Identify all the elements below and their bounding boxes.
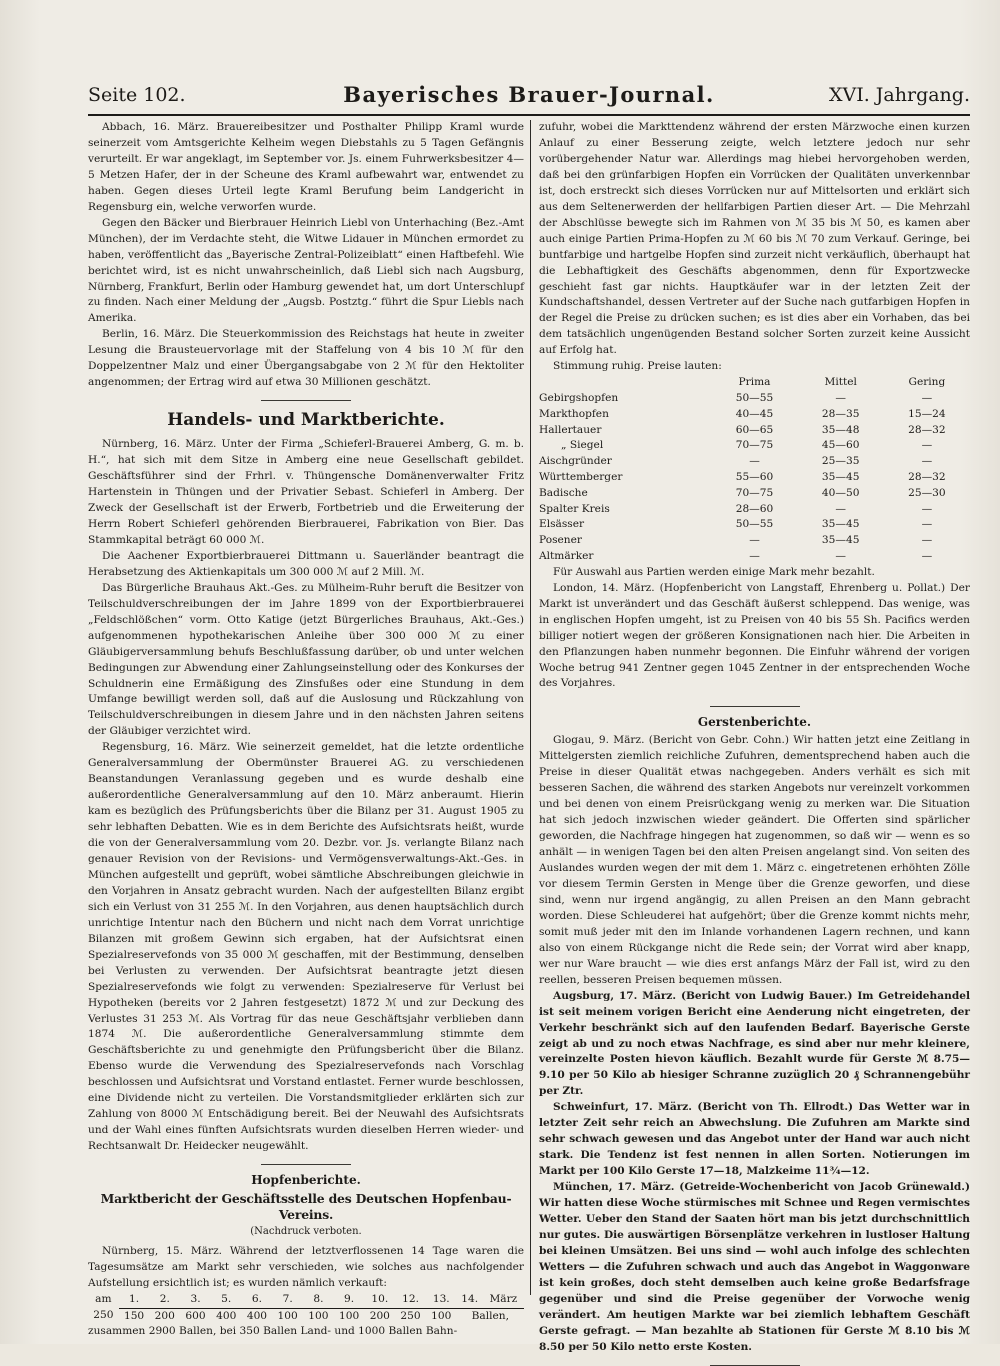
article-nuernberg-hopfen: Nürnberg, 15. März. Während der letztverflossenen 14 Tage waren die Tagesumsätze am Markt sehr verschieden, wie solches aus nachfolgender Aufstellung ersichtlich ist; es wurden nämlich verkauft:: [88, 1244, 524, 1289]
article-berlin: Berlin, 16. März. Die Steuerkommission des Reichstags hat heute in zweiter Lesung die Brausteuervorlage mit der Staffelung von 4 bis 10 ℳ für den Doppelzentner Malz und einer Übergangsabgabe von 2 ℳ für den Hektoliter angenommen; der Ertrag wird auf etwa 30 Millionen geschätzt.: [88, 328, 524, 389]
price-gering: —: [921, 518, 933, 531]
price-mittel: 35—45: [821, 518, 860, 531]
price-row-name: Markthopfen: [539, 407, 609, 420]
section-heading-handel: Handels- und Marktberichte.: [167, 410, 445, 431]
price-mittel: 35—48: [821, 423, 860, 436]
article-london: London, 14. März. (Hopfenbericht von Langstaff, Ehrenberg u. Pollat.) Der Markt ist unverändert und das Geschäft äußerst schleppend. Das wenige, was in englischen Hopfen umgeht, ist zu Preisen von 40 bis 55 Sh. Pacifics werden billiger notiert wegen der größeren Konsignationen nach hier. Die Arbeiten in den Pflanzungen haben nunmehr begonnen. Die Einfuhr während der vorigen Woche betrug 941 Zentner gegen 1045 Zentner in der entsprechenden Woche des Vorjahres.: [539, 581, 970, 690]
price-gering: 15—24: [908, 407, 946, 420]
price-row: [539, 470, 970, 486]
sales-day: 12.: [395, 1292, 426, 1308]
price-row: [539, 549, 970, 565]
section-separator: [710, 1365, 800, 1366]
price-row: [539, 407, 970, 423]
sales-value: 100: [431, 1309, 452, 1322]
sales-day: 1.: [119, 1292, 150, 1308]
column-divider: [530, 120, 531, 1295]
article-aachen: Die Aachener Exportbierbrauerei Dittmann u. Sauerländer beantragt die Herabsetzung des Aktienkapitals um 300 000 ℳ auf 2 Mill. ℳ.: [88, 549, 524, 578]
price-row: [539, 454, 970, 470]
price-prima: —: [749, 534, 760, 547]
section-separator: [261, 1164, 351, 1165]
price-mittel: 40—50: [821, 486, 860, 499]
article-muelheim: Das Bürgerliche Brauhaus Akt.-Ges. zu Mülheim-Ruhr beruft die Besitzer von Teilschuldverschreibungen der im Jahre 1899 von der Exportbierbrauerei „Feldschlößchen“ vorm. Otto Katige (jetzt Bürgerliches Brauhaus, Akt.-Ges.) aufgenommenen hypothekarischen Anleihe über 300 000 ℳ zu einer Gläubigerversammlung behufs Beschlußfassung darüber, ob und unter welchen Bedingungen zur Abwendung einer Zahlungseinstellung oder des Konkurses der Schuldnerin eine Ermäßigung des Zinsfußes oder eine Stundung in dem Umfange bewilligt werden soll, daß auf die Auslosung und Rückzahlung von Teilschuldverschreibungen in diesem Jahre und in den nächsten Jahren seitens der Gläubiger verzichtet wird.: [88, 581, 524, 738]
price-row-name: Württemberger: [539, 471, 623, 484]
price-mittel: 45—60: [821, 439, 860, 452]
page-header: [88, 84, 970, 110]
price-gering: 25—30: [908, 486, 946, 499]
sales-day: 13.: [426, 1292, 457, 1308]
sales-value: 400: [216, 1309, 237, 1322]
price-row: [539, 438, 970, 454]
article-regensburg: Regensburg, 16. März. Wie seinerzeit gemeldet, hat die letzte ordentliche Generalversammlung der Obermünster Brauerei AG. zu verschiedenen Beanstandungen Veranlassung gegeben und es wurde deshalb eine außerordentliche Generalversammlung auf den 10. März anberaumt. Hierin kam es bezüglich des Prüfungsberichts über die Bilanz per 31. August 1905 zu sehr lebhaften Debatten. Wie es in dem Berichte des Aufsichtsrats heißt, wurde die von der Generalversammlung vom 20. Dezbr. vor. Js. verlangte Bilanz nach genauer Revision von der Revisions- und Vermögensverwaltungs-Akt.-Ges. in München aufgestellt und geprüft, wobei sämtliche Abschreibungen gleichwie in den Vorjahren in Ansatz gebracht wurden. Nach der aufgestellten Bilanz ergibt sich ein Verlust von 31 255 ℳ. In den Vorjahren, aus denen hauptsächlich durch unrichtige Intentur nach den Büchern und nicht nach dem Vorrat unrichtige Bilanzen mit großem Gewinn sich ergaben, hat der Aufsichtsrat einen Spezialreservefonds von 35 000 ℳ geschaffen, mit der Bestimmung, denselben bei Verlusten zu verwenden. Der Aufsichtsrat beantragte jetzt diesen Spezialreservefonds wie folgt zu verwenden: Spezialreserve für Verlust bei Hypotheken (bereits vor 2 Jahren festgesetzt) 1872 ℳ und zur Deckung des Verlustes 31 253 ℳ. Als Vortrag für das neue Geschäftsjahr verblieben dann 1874 ℳ. Die außerordentliche Generalversammlung stimmte dem Geschäftsberichte zu und genehmigte den Prüfungsbericht über die Bilanz. Ebenso wurde die Verwendung des Spezialreservefonds nach Vorschlag beschlossen und Aufsichtsrat und Vorstand entlastet. Ferner wurde beschlossen, eine Dividende nicht zu verteilen. Die Vorstandsmitglieder erklärten sich zur Zahlung von 8000 ℳ Entschädigung bereit. Bei der Neuwahl des Aufsichtsrats und der Wahl eines fünften Aufsichtsrats wurden dieselben Herren wieder- und Rechtsanwalt Dr. Heidecker neugewählt.: [88, 741, 524, 1153]
article-hopfen-continued: zufuhr, wobei die Markttendenz während der ersten Märzwoche einen kurzen Anlauf zu einer Besserung zeigte, welch letztere jedoch nur sehr vorübergehender Natur war. Allerdings mag hiebei hervorgehoben werden, daß bei den grünfarbigen Hopfen ein Vorrücken der Qualitäten unverkennbar ist, doch erstreckt sich dieses Vorrücken nur auf Mittelsorten und erklärt sich aus dem Seltenerwerden der hellfarbigen Partien dieser Art. — Die Mehrzahl der Abschlüsse bewegte sich im Rahmen von ℳ 35 bis ℳ 50, es kamen aber auch einige Partien Prima-Hopfen zu ℳ 60 bis ℳ 70 zum Verkauf. Geringe, bei buntfarbige und hartgelbe Hopfen sind zurzeit nicht verkäuflich, überhaupt hat die Lebhaftigkeit des Geschäfts abgenommen, denn für Exportzwecke geschieht fast gar nichts. Hauptkäufer war in der letzten Zeit der Kundschaftshandel, dessen Vertreter auf der Suche nach gutfarbigen Hopfen in der Regel die Preise zu drücken suchen; es ist dies aber ein Vorhaben, das bei dem tatsächlich ungenügenden Bestand solcher Sorten zurzeit keine Aussicht auf Erfolg hat.: [539, 121, 970, 357]
sales-value: 100: [277, 1309, 298, 1322]
left-column: [88, 120, 524, 1338]
price-header-row: [539, 375, 970, 391]
sales-day: 5.: [211, 1292, 242, 1308]
sales-value: 200: [369, 1309, 390, 1322]
sales-value: 250: [400, 1309, 421, 1322]
price-note: Für Auswahl aus Partien werden einige Mark mehr bezahlt.: [553, 565, 875, 578]
sales-values-row: [88, 1308, 524, 1324]
price-prima: 40—45: [735, 407, 774, 420]
price-head-mittel: Mittel: [824, 376, 857, 389]
price-head-prima: Prima: [738, 376, 771, 389]
price-row-name: Gebirgshopfen: [539, 392, 619, 405]
price-gering: —: [921, 439, 933, 452]
price-table: [539, 375, 970, 565]
price-prima: 28—60: [735, 502, 774, 515]
sales-month: März: [483, 1292, 524, 1308]
price-row: [539, 502, 970, 518]
sales-value: 100: [338, 1309, 360, 1322]
sales-value: 250: [93, 1309, 114, 1322]
price-prima: 70—75: [735, 486, 774, 499]
price-gering: —: [921, 392, 933, 405]
section-heading-hopfen: Hopfenberichte.: [251, 1173, 361, 1188]
price-row-name: Aischgründer: [539, 455, 612, 468]
sales-day: 6.: [242, 1292, 273, 1308]
sales-days-row: [88, 1292, 524, 1308]
sales-unit: Ballen,: [471, 1309, 509, 1322]
price-row: [539, 533, 970, 549]
sales-day: 8.: [303, 1292, 334, 1308]
price-prima: 50—55: [735, 518, 774, 531]
price-mittel: —: [835, 550, 846, 563]
price-row: [539, 391, 970, 407]
price-gering: 28—32: [908, 423, 946, 436]
sales-day: 9.: [334, 1292, 365, 1308]
price-prima: 70—75: [735, 439, 774, 452]
page-number: Seite 102.: [88, 84, 186, 106]
price-row-name: Badische: [539, 486, 588, 499]
price-prima: 60—65: [735, 423, 774, 436]
price-prima: —: [749, 455, 760, 468]
reprint-notice: (Nachdruck verboten.: [250, 1225, 362, 1237]
sales-value: 100: [308, 1309, 329, 1322]
article-schweinfurt: Schweinfurt, 17. März. (Bericht von Th. Ellrodt.) Das Wetter war in letzter Zeit sehr reich an Abwechslung. Die Zufuhren am Markte sind sehr schwach gewesen und das Angebot unter der Hand war auch nicht stark. Die Tendenz ist fest nennen in allen Sorten. Notierungen im Markt per 100 Kilo Gerste 17—18, Malzkeime 11¾—12.: [539, 1101, 970, 1178]
section-heading-gersten: Gerstenberichte.: [697, 715, 812, 730]
price-row-name: Hallertauer: [539, 423, 602, 436]
sales-day: 7.: [272, 1292, 303, 1308]
price-row-name: Elsässer: [539, 518, 585, 531]
subheading-marktbericht: Marktbericht der Geschäftsstelle des Deutschen Hopfenbau-Vereins.: [100, 1191, 512, 1222]
sales-value: 600: [185, 1309, 206, 1322]
price-prima: 55—60: [735, 471, 774, 484]
sales-value: 150: [123, 1309, 145, 1322]
article-liebl: Gegen den Bäcker und Bierbrauer Heinrich Liebl von Unterhaching (Bez.-Amt München), der im Verdachte steht, die Witwe Lidauer in München ermordet zu haben, veröffentlicht das „Bayerische Zentral-Polizeiblatt“ einen Haftbefehl. Wie berichtet wird, ist es nicht unwahrscheinlich, daß Liebl sich nach Augsburg, Nürnberg, Frankfurt, Berlin oder Hamburg gewendet hat, um dort Unterschlupf zu finden. Nach einer Meldung der „Augsb. Postztg.“ führt die Spur Liebls nach Amerika.: [88, 216, 524, 325]
price-mittel: —: [835, 502, 846, 515]
price-row-name: „ Siegel: [561, 439, 604, 452]
section-separator: [261, 400, 351, 401]
price-mittel: 25—35: [821, 455, 860, 468]
right-column: [539, 120, 970, 1353]
price-row-name: Posener: [539, 534, 582, 547]
sales-table: [88, 1292, 524, 1325]
price-mittel: 35—45: [821, 534, 860, 547]
article-glogau: Glogau, 9. März. (Bericht von Gebr. Cohn.) Wir hatten jetzt eine Zeitlang in Mittelgersten ziemlich reichliche Zufuhren, dementsprechend haben auch die Preise in dieser Qualität etwas nachgegeben. Anders verhält es sich mit besseren Sachen, die während des starken Angebots nur vereinzelt vorkommen und bei denen von einem Preisrückgang wenig zu merken war. Die Situation hat sich jedoch inzwischen wieder geändert. Die Offerten sind spärlicher geworden, die Nachfrage hingegen hat zugenommen, so daß wir — wenn es so anhält — in wenigen Tagen bei den alten Preisen angelangt sind. Von seiten des Auslandes wurden wegen der mit dem 1. März c. eingetretenen erhöhten Zölle vor diesem Termin Gersten in Menge über die Grenze geworfen, und diese sind, wenn nur irgend angängig, zu allen Preisen an den Mann gebracht worden. Diese Schleuderei hat aufgehört; über die Grenze kommt nichts mehr, somit muß jeder mit den im Inlande vorhandenen Lagern rechnen, und kann also von einem Rückgange nicht die Rede sein; der Vorrat wird aber knapp, wer nur Ware braucht — wie dies erst anfangs März der Fall ist, wird zu den reellen, besseren Preisen bequemen müssen.: [539, 734, 970, 986]
price-gering: —: [921, 455, 933, 468]
section-separator: [710, 706, 800, 707]
price-gering: —: [921, 534, 933, 547]
price-prima: 50—55: [735, 392, 774, 405]
price-row: [539, 486, 970, 502]
sales-day: 14.: [457, 1292, 483, 1308]
article-nuernberg-schieferl: Nürnberg, 16. März. Unter der Firma „Schieferl-Brauerei Amberg, G. m. b. H.“, hat sich mit dem Sitze in Amberg eine neue Gesellschaft gebildet. Geschäftsführer sind der Frhrl. v. Thüngensche Domänenverwalter Fritz Hartenstein in Thüngen und der Privatier Sebast. Schieferl in Amberg. Der Zweck der Gesellschaft ist der Erwerb, Fortbetrieb und die Erweiterung der Herrn Robert Schieferl gehörenden Bierbrauerei, Fabrikation von Bier. Das Stammkapital beträgt 60 000 ℳ.: [88, 438, 524, 546]
price-row: [539, 423, 970, 439]
sales-total: zusammen 2900 Ballen, bei 350 Ballen Land- und 1000 Ballen Bahn-: [88, 1325, 458, 1338]
price-mittel: 35—45: [821, 471, 860, 484]
article-abbach: Abbach, 16. März. Brauereibesitzer und Posthalter Philipp Kraml wurde seinerzeit vom Amtsgerichte Kelheim wegen Diebstahls zu 5 Tagen Gefängnis verurteilt. Er war angeklagt, im September vor. Js. einem Fuhrwerksbesitzer 4—5 Metzen Hafer, der in der Scheune des Kraml aufbewahrt war, entwendet zu haben. Gegen dieses Urteil legte Kraml Berufung beim Landgericht in Regensburg ein, welche verworfen wurde.: [88, 121, 524, 213]
header-rule: [88, 114, 970, 116]
volume-label: XVI. Jahrgang.: [828, 84, 970, 106]
price-mittel: —: [835, 392, 846, 405]
price-intro: Stimmung ruhig. Preise lauten:: [553, 360, 722, 373]
sales-value: 200: [154, 1309, 175, 1322]
price-prima: —: [749, 550, 760, 563]
price-row-name: Altmärker: [539, 550, 594, 563]
price-gering: 28—32: [908, 471, 946, 484]
sales-day: 10.: [364, 1292, 395, 1308]
price-row-name: Spalter Kreis: [539, 502, 610, 515]
journal-title: Bayerisches Brauer-Journal.: [343, 82, 715, 107]
price-gering: —: [921, 502, 933, 515]
article-muenchen: München, 17. März. (Getreide-Wochenbericht von Jacob Grünewald.) Wir hatten diese Woche stürmisches mit Schnee und Regen vermischtes Wetter. Ueber den Stand der Saaten hört man bis jetzt durchschnittlich nur gutes. Die auswärtigen Börsenplätze verkehren in lustloser Haltung bei kleinen Umsätzen. Bei uns sind — wohl auch infolge des schlechten Wetters — die Zufuhren schwach und auch das Angebot in Waggonware ist kein großes, doch steht demselben auch keine große Bedarfsfrage gegenüber und sind die Preise gegenüber der Vorwoche wenig verändert. Am heutigen Markte war bei ziemlich lebhaftem Geschäft Gerste gefragt. — Man bezahlte ab Stationen für Gerste ℳ 8.10 bis ℳ 8.50 per 50 Kilo netto erste Kosten.: [539, 1181, 970, 1353]
price-mittel: 28—35: [821, 407, 860, 420]
price-row: [539, 517, 970, 533]
price-gering: —: [921, 550, 933, 563]
sales-day: 2.: [149, 1292, 180, 1308]
sales-lead: am: [95, 1293, 112, 1306]
sales-day: 3.: [180, 1292, 211, 1308]
price-head-gering: Gering: [908, 376, 946, 389]
article-augsburg: Augsburg, 17. März. (Bericht von Ludwig Bauer.) Im Getreidehandel ist seit meinem vorigen Bericht eine Aenderung nicht eingetreten, der Verkehr beschränkt sich auf den laufenden Bedarf. Bayerische Gerste zeigt ab und zu noch etwas Nachfrage, es sind aber nur mehr kleinere, vereinzelte Posten hievon käuflich. Bezahlt wurde für Gerste ℳ 8.75—9.10 per 50 Kilo ab hiesiger Schranne zuzüglich 20 ₰ Schrannengebühr per Ztr.: [539, 989, 970, 1098]
sales-value: 400: [246, 1309, 268, 1322]
